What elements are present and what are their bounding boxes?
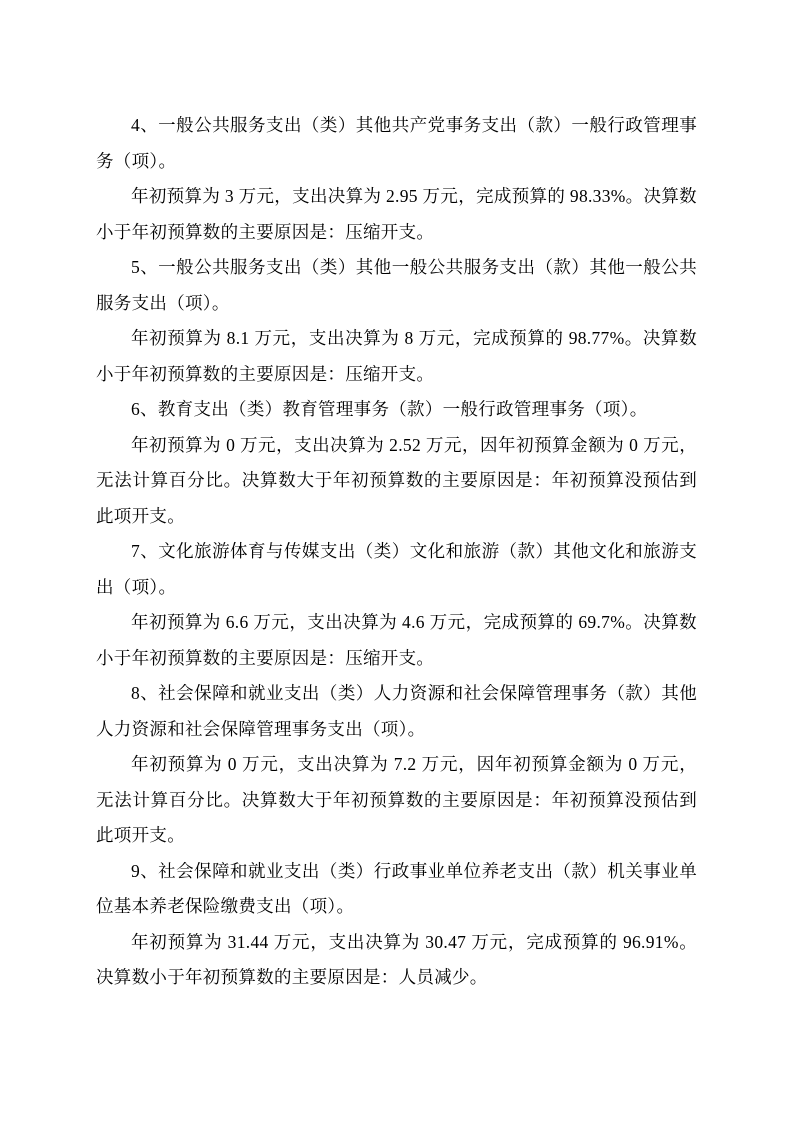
budget-item-7-detail: 年初预算为 6.6 万元，支出决算为 4.6 万元，完成预算的 69.7%。决算数小于年初预算数的主要原因是：压缩开支。 (96, 612, 697, 668)
budget-item-8-detail: 年初预算为 0 万元，支出决算为 7.2 万元，因年初预算金额为 0 万元，无法计算百分比。决算数大于年初预算数的主要原因是：年初预算没预估到此项开支。 (96, 754, 697, 845)
budget-item-7-title: 7、文化旅游体育与传媒支出（类）文化和旅游（款）其他文化和旅游支出（项）。 (96, 541, 697, 597)
budget-item-6-detail: 年初预算为 0 万元，支出决算为 2.52 万元，因年初预算金额为 0 万元，无法计算百分比。决算数大于年初预算数的主要原因是：年初预算没预估到此项开支。 (96, 434, 697, 526)
budget-item-9-title: 9、社会保障和就业支出（类）行政事业单位养老支出（款）机关事业单位基本养老保险缴费支出（项）。 (96, 860, 697, 916)
budget-item-9-detail: 年初预算为 31.44 万元，支出决算为 30.47 万元，完成预算的 96.91%。决算数小于年初预算数的主要原因是：人员减少。 (96, 931, 697, 987)
budget-item-5-detail: 年初预算为 8.1 万元，支出决算为 8 万元，完成预算的 98.77%。决算数小于年初预算数的主要原因是：压缩开支。 (96, 328, 697, 384)
budget-item-8-title: 8、社会保障和就业支出（类）人力资源和社会保障管理事务（款）其他人力资源和社会保障管理事务支出（项）。 (96, 683, 697, 739)
budget-item-5-title: 5、一般公共服务支出（类）其他一般公共服务支出（款）其他一般公共服务支出（项）。 (96, 257, 697, 313)
budget-item-6-title: 6、教育支出（类）教育管理事务（款）一般行政管理事务（项）。 (131, 399, 648, 419)
budget-item-4-title: 4、一般公共服务支出（类）其他共产党事务支出（款）一般行政管理事务（项）。 (96, 115, 697, 171)
budget-item-4-detail: 年初预算为 3 万元，支出决算为 2.95 万元，完成预算的 98.33%。决算数小于年初预算数的主要原因是：压缩开支。 (96, 186, 697, 242)
